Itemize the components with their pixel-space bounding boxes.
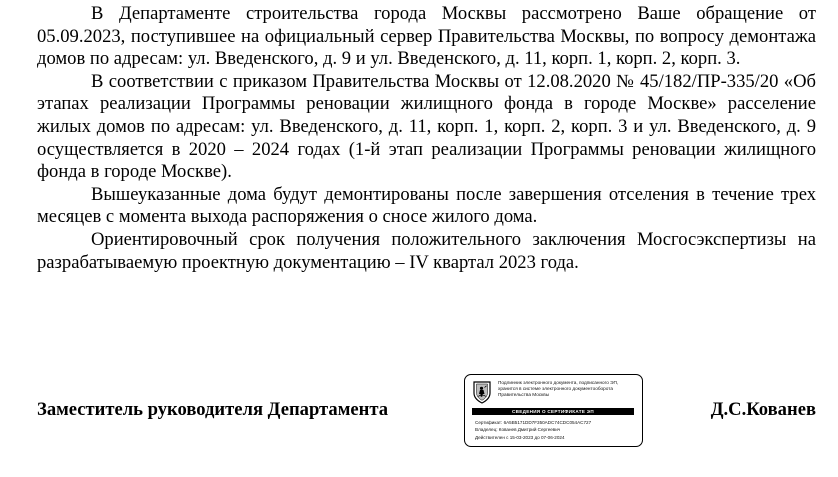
signer-name: Д.С.Кованев [710,399,816,420]
paragraph-demolition-timing: Вышеуказанные дома будут демонтированы после завершения отселения в течение трех месяцев с момента выхода распоряжения о сносе жилого дома. [37,183,816,228]
esig-certificate-details [475,419,635,441]
esig-notice-line: Подлинник электронного документа, подписанного ЭП, [498,380,619,385]
paragraph-resettlement-order: В соответствии с приказом Правительства Москвы от 12.08.2020 № 45/182/ПР-335/20 «Об этапах реализации Программы реновации жилищного фонда в городе Москве» расселение жилых домов по адресам: ул. Введенского, д. 11, корп. 1, корп. 2, корп. 3 и ул. Введенского, д. 9 осуществляется в 2020 – 2024 годах (1-й этап реализации Программы реновации жилищного фонда в городе Москве). [37,70,816,183]
esig-notice-line: Правительства Москвы [498,392,550,398]
esig-certificate-validity: Действителен с 15-03-2023 до 07-06-2024 [475,434,565,440]
esig-notice [498,380,638,399]
letter-body [37,3,816,274]
electronic-signature-stamp [464,374,643,447]
moscow-coat-of-arms-icon [472,380,492,404]
paragraph-expertise-deadline: Ориентировочный срок получения положительного заключения Мосгосэкспертизы на разрабатываемую проектную документацию – IV квартал 2023 года. [37,228,816,273]
signature-row [37,399,816,425]
signer-title: Заместитель руководителя Департамента [37,399,388,420]
esig-certificate-header: СВЕДЕНИЯ О СЕРТИФИКАТЕ ЭП [472,408,634,415]
esig-certificate-number: Сертификат: 6A5B5171DD7F350ADC74CDC054AC727 [475,420,592,425]
paragraph-appeal-received: В Департаменте строительства города Москвы рассмотрено Ваше обращение от 05.09.2023, поступившее на официальный сервер Правительства Москвы, по вопросу демонтажа домов по адресам: ул. Введенского, д. 9 и ул. Введенского, д. 11, корп. 1, корп. 2, корп. 3. [37,3,816,70]
esig-certificate-owner: Владелец: Кованев Дмитрий Сергеевич [475,427,561,433]
esig-notice-line: хранится в системе электронного документооборота [498,386,613,392]
